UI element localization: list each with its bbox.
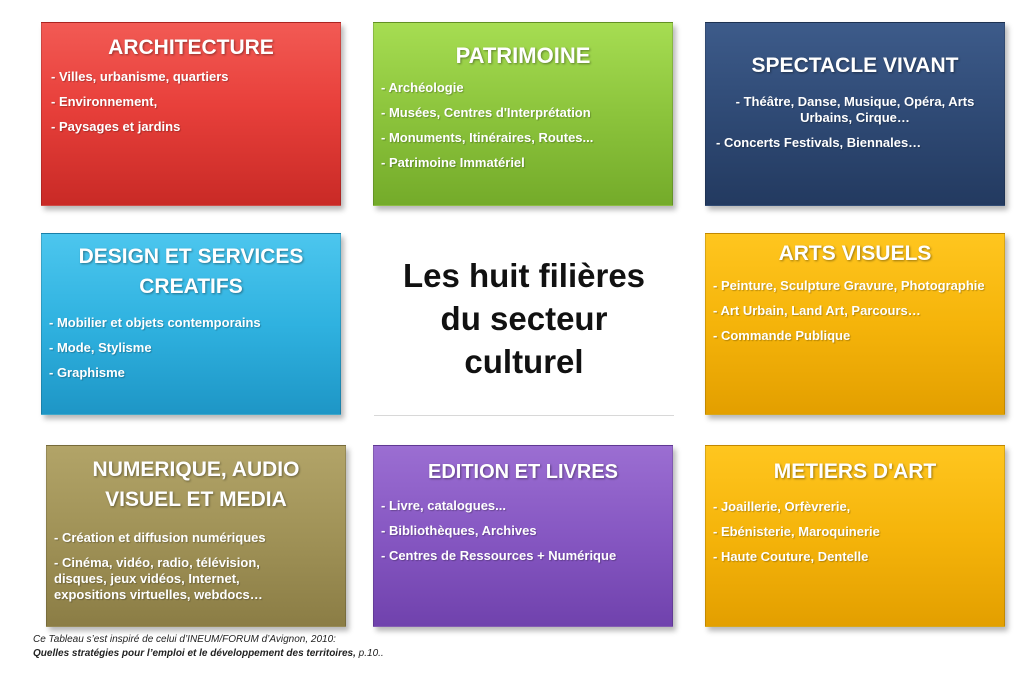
box-arts-visuels [705, 233, 1005, 415]
arts-title-line: ARTS VISUELS [778, 242, 932, 265]
metiers-list [706, 485, 1004, 565]
metiers-item: - Ebénisterie, Maroquinerie [713, 524, 880, 539]
credit-title: Quelles stratégies pour l’emploi et le développement des territoires, [33, 648, 356, 659]
box-spectacle-vivant [705, 22, 1005, 206]
spectacle-item: - Théâtre, Danse, Musique, Opéra, Arts Urbains, Cirque… [735, 94, 975, 125]
architecture-title-line: ARCHITECTURE [108, 36, 274, 59]
diagram-title-line: culturel [464, 343, 584, 380]
patrimoine-item: - Patrimoine Immatériel [381, 155, 525, 170]
design-title [42, 234, 340, 302]
design-item: - Mode, Stylisme [49, 340, 152, 355]
numerique-title-line: NUMERIQUE, AUDIO [92, 458, 300, 481]
architecture-item: - Environnement, [51, 94, 158, 109]
credit-line-2 [33, 647, 733, 661]
box-metiers-d-art [705, 445, 1005, 627]
source-credit [33, 633, 733, 661]
architecture-title [42, 23, 340, 61]
edition-title [374, 446, 672, 485]
box-design [41, 233, 341, 415]
box-patrimoine [373, 22, 673, 206]
metiers-item: - Haute Couture, Dentelle [713, 549, 869, 564]
spectacle-item: - Concerts Festivals, Biennales… [716, 135, 922, 150]
patrimoine-title [374, 23, 672, 69]
design-item: - Mobilier et objets contemporains [49, 315, 261, 330]
credit-page: p.10.. [355, 648, 384, 659]
patrimoine-item: - Monuments, Itinéraires, Routes... [381, 130, 594, 145]
patrimoine-item: - Musées, Centres d'Interprétation [381, 105, 591, 120]
arts-list [706, 267, 1004, 344]
spectacle-title [706, 23, 1004, 79]
diagram-title-line: du secteur [440, 300, 608, 337]
architecture-item: - Paysages et jardins [51, 119, 181, 134]
arts-item: - Commande Publique [713, 328, 851, 343]
edition-item: - Livre, catalogues... [381, 498, 506, 513]
spectacle-title-line: SPECTACLE VIVANT [751, 54, 959, 77]
patrimoine-title-line: PATRIMOINE [455, 43, 591, 68]
numerique-item: - Création et diffusion numériques [54, 530, 266, 545]
metiers-title [706, 446, 1004, 485]
numerique-list [47, 515, 345, 603]
box-numerique [46, 445, 346, 627]
arts-item: - Art Urbain, Land Art, Parcours… [713, 303, 921, 318]
edition-list [374, 485, 672, 564]
divider [374, 415, 674, 416]
metiers-item: - Joaillerie, Orfèvrerie, [713, 499, 851, 514]
metiers-title-line: METIERS D'ART [773, 460, 937, 483]
architecture-item: - Villes, urbanisme, quartiers [51, 69, 229, 84]
numerique-title [47, 446, 345, 515]
diagram-title [374, 254, 674, 383]
spectacle-list [706, 79, 1004, 151]
numerique-item: - Cinéma, vidéo, radio, télévision, disques, jeux vidéos, Internet, expositions virtuelles, webdocs… [54, 555, 263, 602]
box-architecture [41, 22, 341, 206]
credit-line-1: Ce Tableau s’est inspiré de celui d’INEUM/FORUM d’Avignon, 2010: [33, 634, 336, 645]
edition-title-line: EDITION ET LIVRES [427, 461, 619, 483]
edition-item: - Bibliothèques, Archives [381, 523, 537, 538]
box-edition [373, 445, 673, 627]
design-item: - Graphisme [49, 365, 125, 380]
numerique-title-line: VISUEL ET MEDIA [105, 488, 287, 511]
edition-item: - Centres de Ressources + Numérique [381, 548, 617, 563]
diagram-title-line: Les huit filières [402, 257, 646, 294]
design-title-line: DESIGN ET SERVICES [78, 245, 304, 268]
patrimoine-item: - Archéologie [381, 80, 464, 95]
design-list [42, 302, 340, 381]
architecture-list [42, 61, 340, 135]
design-title-line: CREATIFS [139, 275, 243, 298]
patrimoine-list [374, 69, 672, 171]
arts-item: - Peinture, Sculpture Gravure, Photographie [713, 278, 985, 293]
arts-title [706, 234, 1004, 267]
